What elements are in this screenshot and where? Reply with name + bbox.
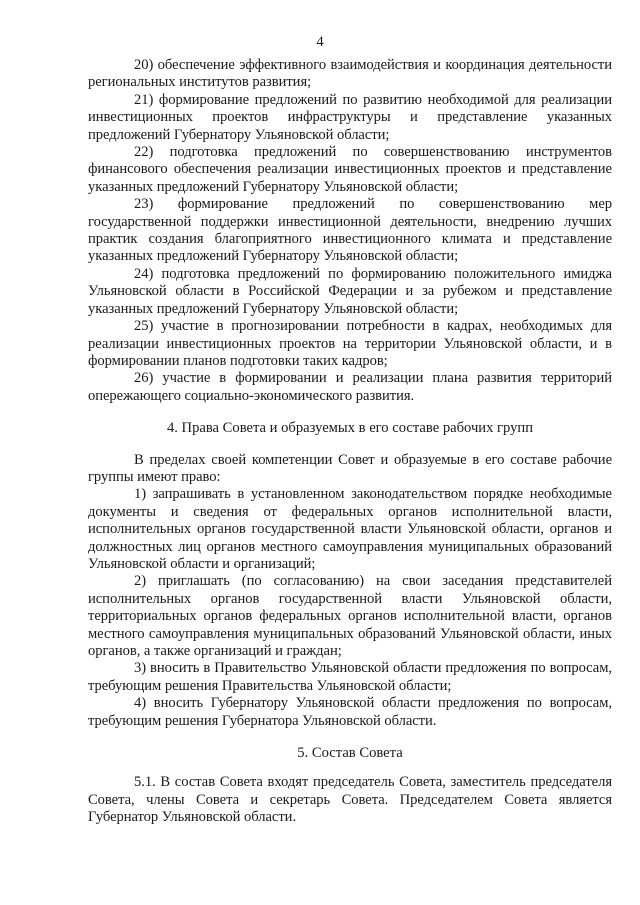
list-item-24: 24) подготовка предложений по формированию положительного имиджа Ульяновской области в Российской Федерации и за рубежом и представление указанных предложений Губернатору Ульяновской области;	[88, 265, 612, 317]
list-item-21: 21) формирование предложений по развитию необходимой для реализации инвестиционных проектов инфраструктуры и представление указанных предложений Губернатору Ульяновской области;	[88, 91, 612, 143]
list-item-25: 25) участие в прогнозировании потребности в кадрах, необходимых для реализации инвестиционных проектов на территории Ульяновской области, и в формировании планов подготовки таких кадров;	[88, 318, 612, 369]
list-item-23: 23) формирование предложений по совершенствованию мер государственной поддержки инвестиционной деятельности, внедрению лучших практик создания благоприятного инвестиционного климата и представление указанных предложений Губернатору Ульяновской области;	[88, 196, 612, 265]
section-5-paragraph: 5.1. В состав Совета входят председатель Совета, заместитель председателя Совета, члены Совета и секретарь Совета. Председателем Совета является Губернатор Ульяновской области.	[88, 774, 612, 826]
list-item-26: 26) участие в формировании и реализации плана развития территорий опережающего социально-экономического развития.	[88, 370, 612, 404]
rights-item-4: 4) вносить Губернатору Ульяновской области предложения по вопросам, требующим решения Губернатора Ульяновской области.	[88, 695, 612, 729]
rights-item-3: 3) вносить в Правительство Ульяновской области предложения по вопросам, требующим решения Правительства Ульяновской области;	[88, 660, 612, 694]
section-4-heading: 4. Права Совета и образуемых в его составе рабочих групп	[166, 420, 534, 437]
list-item-22: 22) подготовка предложений по совершенствованию инструментов финансового обеспечения реализации инвестиционных проектов и представление указанных предложений Губернатору Ульяновской области;	[88, 144, 612, 195]
section-4-intro: В пределах своей компетенции Совет и образуемые в его составе рабочие группы имеют право:	[88, 451, 612, 485]
list-item-20: 20) обеспечение эффективного взаимодействия и координация деятельности региональных институтов развития;	[88, 57, 612, 91]
rights-item-1: 1) запрашивать в установленном законодательством порядке необходимые документы и сведения от федеральных органов исполнительной власти, исполнительных органов государственной власти Ульяновской области, органов и должностных лиц органов местного самоуправления муниципальных образований Ульяновской области и организаций;	[88, 486, 612, 572]
section-5-heading: 5. Состав Совета	[297, 745, 403, 762]
document-body	[88, 57, 612, 827]
rights-item-2: 2) приглашать (по согласованию) на свои заседания представителей исполнительных органов государственной власти Ульяновской области, территориальных органов федеральных органов исполнительной власти, органов местного самоуправления муниципальных образований Ульяновской области, иных органов, а также организаций и граждан;	[88, 573, 612, 659]
page-number: 4	[316, 34, 324, 50]
